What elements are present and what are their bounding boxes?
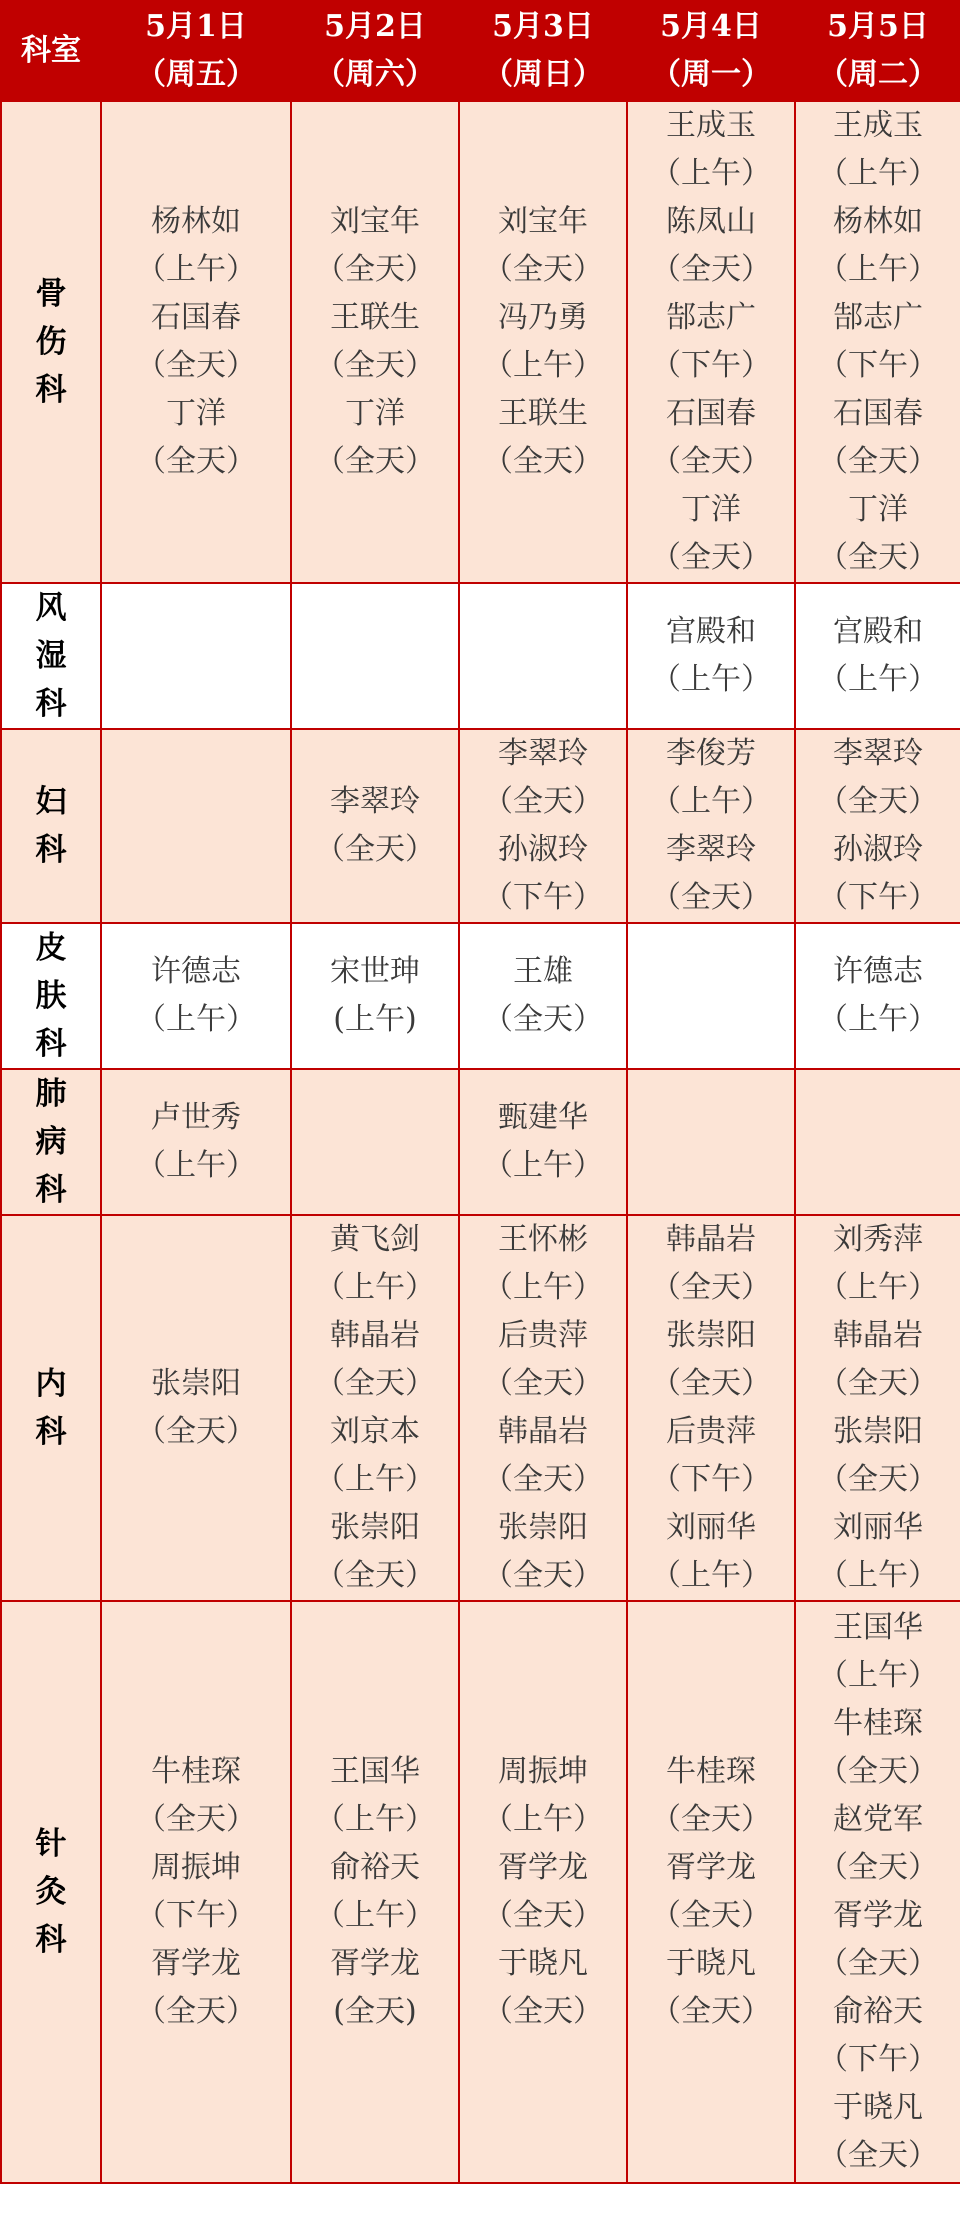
shift-label: （全天） [651,880,771,915]
shift-label: （全天） [651,444,771,479]
doctor-name: 刘京本 [330,1414,420,1449]
department-char: 科 [35,832,67,868]
department-char: 病 [35,1124,67,1160]
doctor-name: 张崇阳 [330,1510,420,1545]
doctor-name: 赵党军 [833,1802,923,1837]
department-char: 皮 [35,930,67,966]
doctor-name: 周振坤 [151,1850,241,1885]
doctor-name: 刘宝年 [330,204,420,239]
department-char: 肺 [35,1076,67,1112]
doctor-name: 丁洋 [166,396,226,431]
doctor-name: 刘丽华 [833,1510,923,1545]
shift-label: （下午） [818,348,938,383]
shift-label: （上午） [818,252,938,287]
day-date: 5月5日 [827,9,929,44]
doctor-name: 宫殿和 [666,614,756,649]
day-header [101,1,291,101]
schedule-cell [795,583,960,729]
department-cell [1,1069,101,1215]
doctor-name: 于晓凡 [666,1946,756,1981]
schedule-cell [795,729,960,923]
shift-label: （全天） [483,1366,603,1401]
schedule-cell [101,1215,291,1601]
department-char: 科 [35,686,67,722]
doctor-name: 韩晶岩 [498,1414,588,1449]
doctor-name: 胥学龙 [498,1850,588,1885]
doctor-name: 牛桂琛 [833,1706,923,1741]
schedule-cell [291,1069,459,1215]
shift-label: （上午） [483,1802,603,1837]
table-row [1,583,960,729]
shift-label: （全天） [136,1802,256,1837]
shift-label: （全天） [483,1462,603,1497]
day-date: 5月2日 [324,9,426,44]
doctor-name: 石国春 [666,396,756,431]
shift-label: （全天） [483,784,603,819]
doctor-name: 张崇阳 [833,1414,923,1449]
shift-label: （全天） [483,1898,603,1933]
shift-label: （上午） [651,662,771,697]
doctor-name: 王国华 [833,1610,923,1645]
dept-column-header: 科室 [1,1,101,101]
shift-label: （全天） [651,1802,771,1837]
doctor-name: 张崇阳 [151,1366,241,1401]
doctor-name: 胥学龙 [666,1850,756,1885]
table-row [1,1601,960,2183]
doctor-name: 李俊芳 [666,736,756,771]
shift-label: （全天） [818,2138,938,2173]
shift-label: (上午) [333,1002,417,1037]
doctor-name: 丁洋 [848,492,908,527]
department-char: 骨 [35,276,67,312]
doctor-name: 石国春 [833,396,923,431]
shift-label: （全天） [315,444,435,479]
doctor-name: 郜志广 [833,300,923,335]
doctor-name: 郜志广 [666,300,756,335]
department-char: 妇 [35,784,67,820]
schedule-cell [627,923,795,1069]
doctor-name: 石国春 [151,300,241,335]
shift-label: （上午） [136,1148,256,1183]
shift-label: （全天） [651,252,771,287]
shift-label: （上午） [818,1270,938,1305]
day-header [291,1,459,101]
doctor-name: 俞裕天 [330,1850,420,1885]
shift-label: （上午） [651,156,771,191]
doctor-name: 卢世秀 [151,1100,241,1135]
table-row [1,729,960,923]
department-char: 科 [35,372,67,408]
shift-label: （上午） [651,1558,771,1593]
table-row [1,1069,960,1215]
day-weekday: （周一） [651,57,771,92]
schedule-cell [627,1601,795,2183]
shift-label: （上午） [818,156,938,191]
department-char: 科 [35,1922,67,1958]
schedule-cell [627,1215,795,1601]
doctor-name: 宫殿和 [833,614,923,649]
shift-label: （全天） [818,1946,938,1981]
shift-label: （下午） [818,2042,938,2077]
shift-label: （上午） [315,1270,435,1305]
department-cell [1,1601,101,2183]
schedule-cell [459,1215,627,1601]
shift-label: （上午） [315,1462,435,1497]
shift-label: （全天） [315,832,435,867]
shift-label: （全天） [483,1994,603,2029]
day-date: 5月3日 [492,9,594,44]
doctor-name: 后贵萍 [498,1318,588,1353]
doctor-name: 丁洋 [681,492,741,527]
shift-label: （全天） [483,252,603,287]
shift-label: （全天） [818,1754,938,1789]
doctor-name: 张崇阳 [498,1510,588,1545]
doctor-name: 刘秀萍 [833,1222,923,1257]
shift-label: （全天） [136,1414,256,1449]
doctor-name: 胥学龙 [833,1898,923,1933]
schedule-cell [459,1069,627,1215]
schedule-cell [101,101,291,583]
shift-label: （全天） [483,1002,603,1037]
department-char: 伤 [35,324,67,360]
doctor-name: 许德志 [151,954,241,989]
doctor-name: 王雄 [513,954,573,989]
doctor-name: 孙淑玲 [833,832,923,867]
schedule-cell [795,1069,960,1215]
schedule-cell [627,1069,795,1215]
doctor-name: 杨林如 [833,204,923,239]
doctor-name: 丁洋 [345,396,405,431]
doctor-name: 王成玉 [666,108,756,143]
day-header [627,1,795,101]
day-weekday: （周六） [315,57,435,92]
shift-label: （全天） [818,540,938,575]
shift-label: （下午） [136,1898,256,1933]
shift-label: （下午） [651,348,771,383]
schedule-cell [795,101,960,583]
shift-label: （上午） [315,1898,435,1933]
schedule-cell [291,101,459,583]
schedule-cell [795,1601,960,2183]
schedule-cell [459,583,627,729]
doctor-name: 李翠玲 [498,736,588,771]
shift-label: （全天） [483,1558,603,1593]
doctor-name: 李翠玲 [833,736,923,771]
doctor-name: 韩晶岩 [666,1222,756,1257]
shift-label: （上午） [483,1270,603,1305]
doctor-name: 许德志 [833,954,923,989]
doctor-name: 韩晶岩 [330,1318,420,1353]
day-weekday: （周日） [483,57,603,92]
schedule-cell [101,923,291,1069]
department-cell [1,729,101,923]
day-header [795,1,960,101]
schedule-cell [101,729,291,923]
shift-label: （上午） [483,348,603,383]
shift-label: （全天） [651,1994,771,2029]
schedule-cell [627,583,795,729]
department-char: 风 [35,590,67,626]
doctor-name: 胥学龙 [151,1946,241,1981]
schedule-cell [291,729,459,923]
doctor-name: 王国华 [330,1754,420,1789]
shift-label: （全天） [818,1850,938,1885]
department-cell [1,583,101,729]
shift-label: （全天） [651,540,771,575]
doctor-name: 于晓凡 [498,1946,588,1981]
shift-label: (全天) [333,1994,417,2029]
schedule-cell [291,583,459,729]
department-char: 科 [35,1414,67,1450]
doctor-name: 刘宝年 [498,204,588,239]
shift-label: （全天） [651,1270,771,1305]
shift-label: （全天） [315,1558,435,1593]
shift-label: （全天） [818,1462,938,1497]
doctor-name: 周振坤 [498,1754,588,1789]
department-char: 湿 [35,638,67,674]
department-cell [1,1215,101,1601]
day-header [459,1,627,101]
day-weekday: （周五） [136,57,256,92]
doctor-name: 王联生 [498,396,588,431]
department-char: 内 [35,1366,67,1402]
shift-label: （上午） [136,252,256,287]
shift-label: （下午） [818,880,938,915]
doctor-name: 宋世珅 [330,954,420,989]
shift-label: （下午） [483,880,603,915]
doctor-name: 冯乃勇 [498,300,588,335]
table-header [1,1,960,101]
doctor-name: 牛桂琛 [151,1754,241,1789]
shift-label: （全天） [818,784,938,819]
doctor-name: 王怀彬 [498,1222,588,1257]
schedule-cell [459,1601,627,2183]
shift-label: （上午） [818,1002,938,1037]
schedule-cell [291,1215,459,1601]
doctor-name: 孙淑玲 [498,832,588,867]
doctor-name: 俞裕天 [833,1994,923,2029]
department-cell [1,101,101,583]
doctor-name: 后贵萍 [666,1414,756,1449]
shift-label: （上午） [651,784,771,819]
day-date: 5月4日 [660,9,762,44]
doctor-name: 陈凤山 [666,204,756,239]
doctor-name: 黄飞剑 [330,1222,420,1257]
shift-label: （全天） [315,1366,435,1401]
shift-label: （全天） [651,1366,771,1401]
shift-label: （全天） [651,1898,771,1933]
schedule-cell [459,729,627,923]
table-row [1,923,960,1069]
schedule-cell [291,923,459,1069]
day-weekday: （周二） [818,57,938,92]
day-date: 5月1日 [145,9,247,44]
doctor-name: 李翠玲 [666,832,756,867]
table-row [1,101,960,583]
table-row [1,1215,960,1601]
shift-label: （全天） [136,348,256,383]
department-cell [1,923,101,1069]
doctor-name: 杨林如 [151,204,241,239]
schedule-cell [795,1215,960,1601]
department-char: 肤 [35,978,67,1014]
schedule-cell [101,1601,291,2183]
schedule-cell [101,1069,291,1215]
shift-label: （全天） [483,444,603,479]
schedule-cell [795,923,960,1069]
shift-label: （上午） [818,1558,938,1593]
department-char: 针 [35,1826,67,1862]
doctor-name: 王联生 [330,300,420,335]
doctor-name: 韩晶岩 [833,1318,923,1353]
doctor-name: 王成玉 [833,108,923,143]
shift-label: （全天） [315,252,435,287]
doctor-name: 牛桂琛 [666,1754,756,1789]
doctor-name: 刘丽华 [666,1510,756,1545]
shift-label: （上午） [483,1148,603,1183]
doctor-name: 甄建华 [498,1100,588,1135]
shift-label: （全天） [818,444,938,479]
header-row [1,1,960,101]
doctor-name: 李翠玲 [330,784,420,819]
doctor-name: 于晓凡 [833,2090,923,2125]
shift-label: （上午） [315,1802,435,1837]
schedule-cell [291,1601,459,2183]
shift-label: （下午） [651,1462,771,1497]
schedule-cell [459,101,627,583]
doctor-name: 胥学龙 [330,1946,420,1981]
schedule-cell [459,923,627,1069]
department-char: 科 [35,1026,67,1062]
shift-label: （全天） [136,1994,256,2029]
shift-label: （上午） [818,1658,938,1693]
shift-label: （上午） [818,662,938,697]
schedule-cell [101,583,291,729]
shift-label: （全天） [315,348,435,383]
shift-label: （上午） [136,1002,256,1037]
department-char: 灸 [35,1874,67,1910]
table-body [1,101,960,2183]
schedule-cell [627,729,795,923]
department-char: 科 [35,1172,67,1208]
shift-label: （全天） [818,1366,938,1401]
schedule-cell [627,101,795,583]
doctor-name: 张崇阳 [666,1318,756,1353]
shift-label: （全天） [136,444,256,479]
